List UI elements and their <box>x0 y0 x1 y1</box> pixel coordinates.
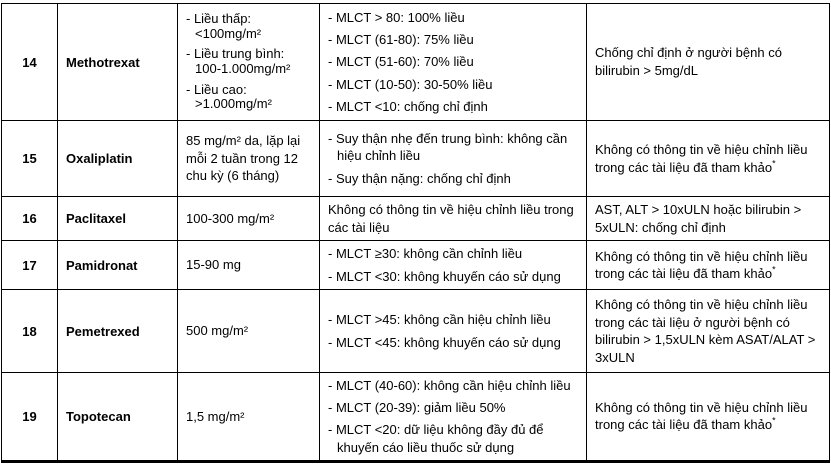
footnote-marker: * <box>772 158 776 169</box>
dose-cell <box>178 290 320 373</box>
table-row <box>2 373 830 462</box>
footnote-marker: * <box>772 416 776 427</box>
list-item: - Liều trung bình: 100-1.000mg/m² <box>186 46 291 76</box>
list-item: - MLCT > 80: 100% liều <box>328 10 465 26</box>
row-number-cell: 16 <box>2 197 58 241</box>
list-item: - MLCT <30: không khuyến cáo sử dụng <box>328 268 561 284</box>
list-item: - MLCT (61-80): 75% liều <box>328 32 474 48</box>
hepatic-adjustment-cell <box>587 121 830 197</box>
list-item: - MLCT <10: chống chỉ định <box>328 98 488 114</box>
row-number-cell: 17 <box>2 241 58 290</box>
cell-text: Không có thông tin về hiệu chỉnh liều trong các tài liệu đã tham khảo* <box>595 399 808 433</box>
row-number-cell: 18 <box>2 290 58 373</box>
row-number-cell: 19 <box>2 373 58 462</box>
cell-text: 100-300 mg/m² <box>186 210 275 226</box>
list-item: - Liều cao: >1.000mg/m² <box>186 81 272 112</box>
list-item: - MLCT (40-60): không cần hiệu chỉnh liều <box>328 378 571 394</box>
list-item: - MLCT <20: dữ liệu không đầy đủ để khuyến cáo liều thuốc sử dụng <box>328 422 544 455</box>
dose-cell <box>178 241 320 290</box>
hepatic-adjustment-cell <box>587 241 830 290</box>
drug-name-cell: Methotrexat <box>58 4 178 121</box>
dose-cell <box>178 4 320 121</box>
cell-text: 500 mg/m² <box>186 323 249 339</box>
dose-cell <box>178 121 320 197</box>
cell-text: Chống chỉ định ở người bệnh có bilirubin > 5mg/dL <box>595 45 782 78</box>
list-item: - MLCT >45: không cần hiệu chỉnh liều <box>328 312 551 328</box>
renal-adjustment-cell <box>320 290 587 373</box>
table-row <box>2 290 830 373</box>
drug-table-body <box>2 4 830 462</box>
renal-adjustment-cell <box>320 241 587 290</box>
dose-cell <box>178 373 320 462</box>
list-item: - MLCT (20-39): giảm liều 50% <box>328 400 506 416</box>
cell-text: Không có thông tin về hiệu chỉnh liều trong các tài liệu đã tham khảo* <box>595 141 808 175</box>
hepatic-adjustment-cell <box>587 373 830 462</box>
drug-name-cell: Pemetrexed <box>58 290 178 373</box>
cell-text: 1,5 mg/m² <box>186 408 245 424</box>
renal-adjustment-cell <box>320 373 587 462</box>
cell-text: AST, ALT > 10xULN hoặc bilirubin > 5xULN: chống chỉ định <box>595 202 802 235</box>
table-row <box>2 121 830 197</box>
list-item: - MLCT <45: không khuyến cáo sử dụng <box>328 334 561 350</box>
drug-name-cell: Oxaliplatin <box>58 121 178 197</box>
renal-adjustment-cell <box>320 197 587 241</box>
drug-name-cell: Topotecan <box>58 373 178 462</box>
list-item: - MLCT (51-60): 70% liều <box>328 54 474 70</box>
renal-adjustment-cell <box>320 121 587 197</box>
footnote-marker: * <box>772 264 776 275</box>
list-item: - Suy thận nặng: chống chỉ định <box>328 170 511 186</box>
hepatic-adjustment-cell <box>587 197 830 241</box>
list-item: - MLCT (10-50): 30-50% liều <box>328 76 493 92</box>
drug-dose-adjustment-table <box>1 3 830 463</box>
table-row <box>2 4 830 121</box>
cell-text: Không có thông tin về hiệu chỉnh liều trong các tài liệu ở người bệnh có bilirubin > 1,5xULN kèm ASAT/ALAT > 3xULN <box>595 297 816 365</box>
list-item: - Suy thận nhẹ đến trung bình: không cần hiệu chỉnh liều <box>328 131 568 164</box>
table-row <box>2 241 830 290</box>
table-row <box>2 197 830 241</box>
hepatic-adjustment-cell <box>587 290 830 373</box>
list-item: - MLCT ≥30: không cần chỉnh liều <box>328 246 523 262</box>
renal-adjustment-cell <box>320 4 587 121</box>
cell-text: Không có thông tin về hiệu chỉnh liều trong các tài liệu đã tham khảo* <box>595 248 808 282</box>
dose-cell <box>178 197 320 241</box>
cell-text: 15-90 mg <box>186 257 241 273</box>
list-item: - Liều thấp: <100mg/m² <box>186 10 262 41</box>
drug-name-cell: Pamidronat <box>58 241 178 290</box>
drug-name-cell: Paclitaxel <box>58 197 178 241</box>
cell-text: Không có thông tin về hiệu chỉnh liều trong các tài liệu <box>328 202 574 235</box>
hepatic-adjustment-cell <box>587 4 830 121</box>
cell-text: 85 mg/m² da, lặp lại mỗi 2 tuần trong 12 chu kỳ (6 tháng) <box>186 133 301 184</box>
row-number-cell: 15 <box>2 121 58 197</box>
row-number-cell: 14 <box>2 4 58 121</box>
